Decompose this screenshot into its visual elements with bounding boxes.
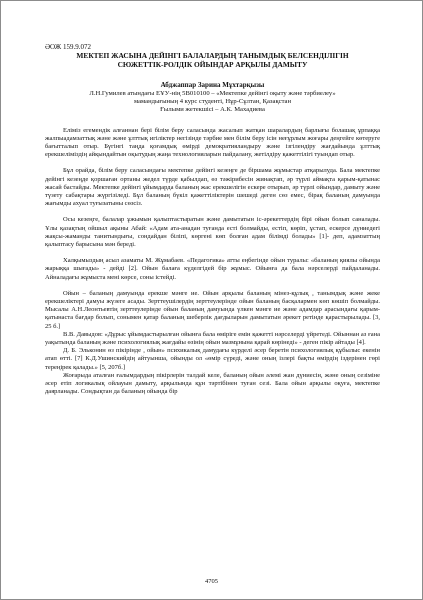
udc-code: ӘОЖ 159.9.072 (45, 43, 91, 51)
paragraph-1: Еліміз егемендік алғаннан бері білім беру саласында жасалып жатқан шаралардың барлығы болашақ ұрпаққа жалпыадамзаттық және және ұлттық игіліктер негізінде тәрбие мен білім беру ісін неғұрлым жоғары деңгейге көтеруге бағытталып отыр. Бүгінгі таңда қоғамдық өмірді демократияландыру және ізгілендіру жағдайында ұлттық ерекшеліміздің айқындайтын оқытудың жаңа технологияларын пайдалану, жетілдіру қажеттілігі туындап отыр. (45, 126, 380, 159)
paragraph-8: Жоғарыда аталған ғалымдардың пікірлерін талдай келе, баланың ойын әлемі жан дүниесін, және оның сезіміне әсер етіп логикалық ойлауын дамыту, арқылында құн тәртібінен туған сезі. Бала ойын арқылы оқуға, мектепке даярланады. Сондықтан да баланың ойында бір (45, 371, 380, 396)
page-number: 4705 (205, 578, 218, 585)
article-title-line-2: СЮЖЕТТІК-РОЛДІК ОЙЫНДАР АРҚЫЛЫ ДАМЫТУ (117, 60, 308, 69)
supervisor: Ғылыми жетекшісі – А.К. Махадиева (160, 106, 265, 114)
paragraph-3: Осы кезеңге, балалар ұжымын қалыптастыратын және дамытатын іс-әрекеттердің бірі ойын болып саналады. Ұлы қазақтың ойшыл ақыны Абай: «Адам ата-анадан туғанда есті болмайды, естіп, көріп, ұстап, ескерсе дүниедегі жақсы-жаманды танитындығы, сондайдан біліпі, көргені көп болған адам білімді болады» [1]- деп, адамзаттың қалыптасу барысына мән береді. (45, 216, 380, 249)
author-name: Абджаппар Зарина Мұхтарқызы (160, 81, 265, 89)
paragraph-4: Халқымыздың асыл азаматы М. Жұмабаев. «Педагогика» атты еңбегінде ойын туралы: «баланың қиялы ойында жарыққа шығады» - дейді [2]. Ойын балаға күделгідей бір жұмыс. Ойынға да бала нәрселерді пайдаланады. Айналадағы жұмыста мені көрсе, соны істейді. (45, 257, 380, 281)
article-title-line-1: МЕКТЕП ЖАСЫНА ДЕЙІНГІ БАЛАЛАРДЫҢ ТАНЫМДЫҚ БЕЛСЕНДІЛІГІН (76, 51, 349, 60)
paragraph-5: Ойын – баланың дамуында ерекше мәнге ие. Ойын арқылы баланың мінез-құлық , танымдық және жеке ерекшеліктері дамуы жүзеге асады. Зерттеушілердің зерттеулерінде ойын баланың басқалармен көп көшіп болмайды. Мысалы А.Н.Леонтьевтің зерттеулерінде ойын баланың дамуында үлкен мәнге ие және адамдар арасындағы қарым-қатынаста бағдар болып, сонымен қатар баланың шеберлік дағдыларын дамытатын әрекет ретінде қарастырылады. [3, 25 б.] (45, 289, 380, 330)
author-affiliation-2: мамандығының 4 курс студенті, Нұр-Сұлтан, Қазақстан (134, 98, 291, 106)
paragraph-7: Д. Б. Эльконин өз пікірінде , ойын» психикалық дамудағы күрделі әсер беретін психологиялық құбылыс екенін атап өтті. [7] К.Д.Ушинскийдің айтуынша, ойынды ол «өмір сүреді, және оның ізлері бақты өмірдің іздерінен гөрі тереңірек қалады.» [5, 207б.] (45, 347, 380, 371)
author-affiliation-1: Л.Н.Гумилев атындағы ЕҰУ-нің 5В010100 – «Мектепке дейінгі оқыту және тәрбиелеу» (89, 90, 336, 97)
paragraph-2: Бұл орайда, білім беру саласындағы мектепке дейінгі кезеңге де біршама жұмыстар атқарылуда. Бала мектепке дейінгі кезеңде қоршаған ортаны жедел түрде қабылдап, өз тәжірибесін жинақтап, әр түрлі аймақта қарым-қатынас жасай бастайды. Мектепке дейінгі ұйымдарда баланың жас ерекшелігін ескере отырып, әр түрлі ойындар, дамыту және түзету сабақтары жүргізіледі. Бұл баланың бүкіл қажеттіліктерін шешеді деген сөз емес, бірақ баланың дамуында жағымды ахуал туғызатыны сөзсіз. (45, 167, 380, 208)
paragraph-6: В.В. Давыдов: «Дұрыс ұйымдастырылған ойынға бала өміріге емін қажетті нәрселерді үйретеді. Ойыннан аз ғана уақытында баланың және психологиялық жағдайы өзінің ойын мазмұнына қарай көрінеді» - деген пікір айтады [4]. (45, 330, 380, 347)
